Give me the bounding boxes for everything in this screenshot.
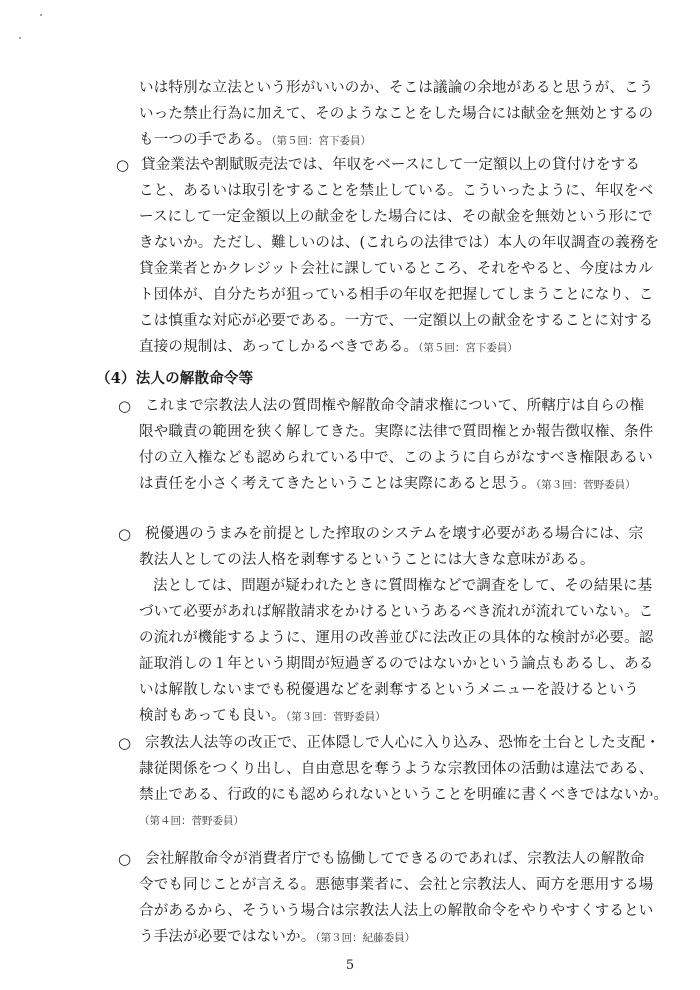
text-line: 会社解散命令が消費者庁でも協働してできるのであれば、宗教法人の解散命 — [145, 851, 645, 867]
scan-speck — [19, 37, 21, 39]
text-line: 令でも同じことが言える。悪徳事業者に、会社と宗教法人、両方を悪用する場 — [139, 877, 654, 893]
bullet-symbol: ○ — [116, 156, 130, 174]
citation: （第３回：紀藤委員） — [315, 932, 416, 944]
text-segment: も一つの手である。 — [139, 132, 272, 148]
text-segment: 直接の規制は、あってしかるべきである。 — [139, 339, 419, 355]
text-line: 宗教法人法等の改正で、正体隠しで人心に入り込み、恐怖を土台とした支配・ — [145, 735, 661, 751]
text-line: こと、あるいは取引をすることを禁止している。こういったように、年収をベ — [139, 183, 654, 199]
text-segment: う手法が必要ではないか。 — [139, 929, 316, 945]
text-line: いは解散しないまでも税優遇などを剥奪するというメニューを設けるという — [139, 682, 639, 698]
text-line: きないか。ただし、難しいのは、(これらの法律では）本人の年収調査の義務を — [139, 235, 660, 251]
text-line: 限や職責の範囲を狭く解してきた。実際に法律で質問権とか報告徴収権、条件 — [139, 424, 654, 440]
text-line: 付の立入権なども認められている中で、このように自らがなすべき権限あるい — [139, 450, 653, 466]
text-line: 教法人としての法人格を剥奪するということには大きな意味がある。 — [139, 552, 595, 568]
bullet-symbol: ○ — [118, 525, 132, 543]
citation: （第３回：菅野委員） — [535, 479, 636, 491]
citation: （第５回：宮下委員） — [418, 342, 518, 354]
bullet-symbol: ○ — [118, 850, 132, 868]
text-line: 貸金業法や割賦販売法では、年収をベースにして一定額以上の貸付けをする — [141, 157, 641, 173]
text-segment: は責任を小さく考えてきたということは実際にあると思う。 — [139, 476, 536, 492]
text-line: こは慎重な対応が必要である。一方で、一定額以上の献金をすることに対する — [139, 313, 654, 329]
text-line: 隷従関係をつくり出し、自由意思を奪うような宗教団体の活動は違法である、 — [139, 761, 654, 777]
text-line: ースにして一定金額以上の献金をした場合には、その献金を無効という形にで — [139, 209, 653, 225]
text-line: 貸金業者とかクレジット会社に課しているところ、それをやると、今度はカル — [139, 261, 654, 277]
text-line: いは特別な立法という形がいいのか、そこは議論の余地があると思うが、こう — [139, 80, 654, 96]
citation: （第３回：菅野委員） — [285, 711, 386, 723]
text-line: の流れが機能するように、運用の改善並びに法改正の具体的な検討が必要。認 — [139, 630, 654, 646]
citation: （第５回：宮下委員） — [271, 135, 372, 147]
bullet-symbol: ○ — [118, 397, 132, 415]
citation: （第４回：菅野委員） — [139, 815, 244, 827]
text-line: 税優遇のうまみを前提とした搾取のシステムを壊す必要がある場合には、宗 — [145, 526, 644, 542]
text-line: ト団体が、自分たちが狙っている相手の年収を把握してしまうことになり、こ — [139, 287, 654, 303]
text-line — [139, 337, 518, 358]
bullet-symbol: ○ — [118, 734, 132, 752]
scan-speck — [40, 14, 42, 16]
section-heading: （4）法人の解散命令等 — [96, 370, 254, 387]
text-line: いった禁止行為に加えて、そのようなことをした場合には献金を無効とするの — [139, 106, 654, 122]
text-line: 合があるから、そういう場合は宗教法人法上の解散命令をやりやすくするとい — [139, 903, 654, 919]
text-line — [139, 927, 415, 948]
text-line — [139, 474, 636, 495]
text-segment: 検討もあっても良い。 — [139, 708, 286, 724]
text-line: 禁止である、行政的にも認められないということを明確に書くべきではないか。 — [139, 787, 669, 803]
text-line — [139, 706, 386, 727]
page-number: 5 — [345, 958, 355, 973]
text-line: 証取消しの１年という期間が短過ぎるのではないかという論点もあるし、ある — [139, 656, 654, 672]
text-line: づいて必要があれば解散請求をかけるというあるべき流れが流れていない。こ — [139, 604, 654, 620]
text-line — [139, 130, 371, 151]
text-line: これまで宗教法人法の質問権や解散命令請求権について、所轄庁は自らの権 — [145, 398, 645, 414]
text-line: 法としては、問題が疑われたときに質問権などで調査をして、その結果に基 — [153, 578, 653, 594]
